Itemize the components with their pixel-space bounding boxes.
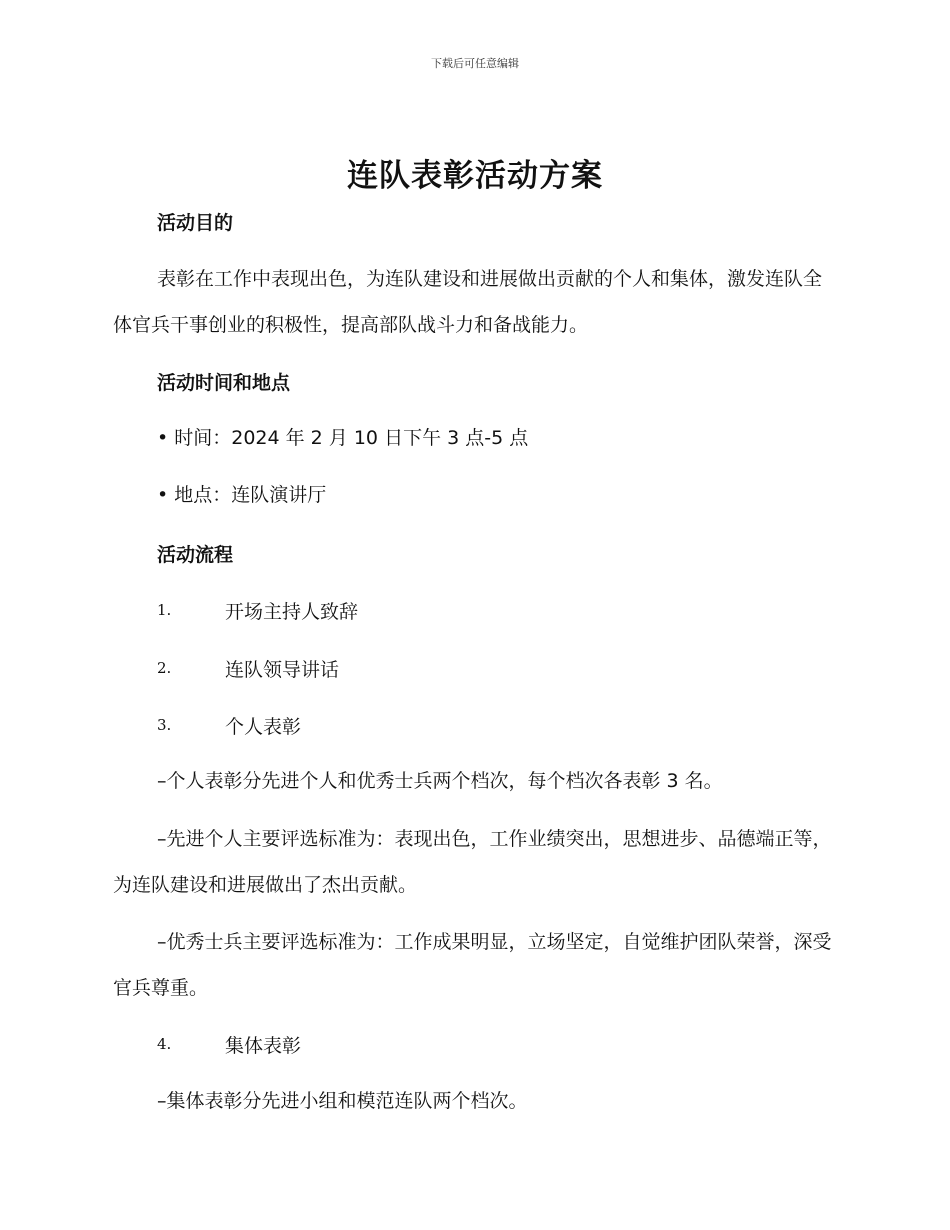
- step-number: 1.: [157, 601, 172, 619]
- heading-time-place: 活动时间和地点: [157, 372, 291, 394]
- heading-purpose: 活动目的: [157, 212, 234, 234]
- heading-process: 活动流程: [157, 544, 234, 566]
- header-note: 下载后可任意编辑: [431, 57, 519, 70]
- bullet-place: • 地点：连队演讲厅: [157, 484, 327, 506]
- step-label: 开场主持人致辞: [225, 601, 359, 623]
- note-excellent-soldier-criteria: –优秀士兵主要评选标准为：工作成果明显，立场坚定，自觉维护团队荣誉，深受官兵尊重。: [113, 931, 832, 999]
- document-title: 连队表彰活动方案: [347, 158, 603, 194]
- note-individual-categories: –个人表彰分先进个人和优秀士兵两个档次，每个档次各表彰 3 名。: [157, 770, 723, 792]
- bullet-time: • 时间：2024 年 2 月 10 日下午 3 点-5 点: [157, 427, 529, 449]
- step-label: 个人表彰: [225, 716, 302, 738]
- step-number: 2.: [157, 659, 172, 677]
- note-advanced-individual-criteria: –先进个人主要评选标准为：表现出色，工作业绩突出，思想进步、品德端正等，为连队建设和进展做出了杰出贡献。: [113, 828, 832, 896]
- step-number: 4.: [157, 1035, 172, 1053]
- paragraph-purpose: 表彰在工作中表现出色，为连队建设和进展做出贡献的个人和集体，激发连队全体官兵干事创业的积极性，提高部队战斗力和备战能力。: [113, 268, 823, 336]
- step-label: 连队领导讲话: [225, 659, 340, 681]
- step-label: 集体表彰: [225, 1035, 302, 1057]
- step-number: 3.: [157, 716, 172, 734]
- note-collective-categories: –集体表彰分先进小组和模范连队两个档次。: [157, 1090, 528, 1112]
